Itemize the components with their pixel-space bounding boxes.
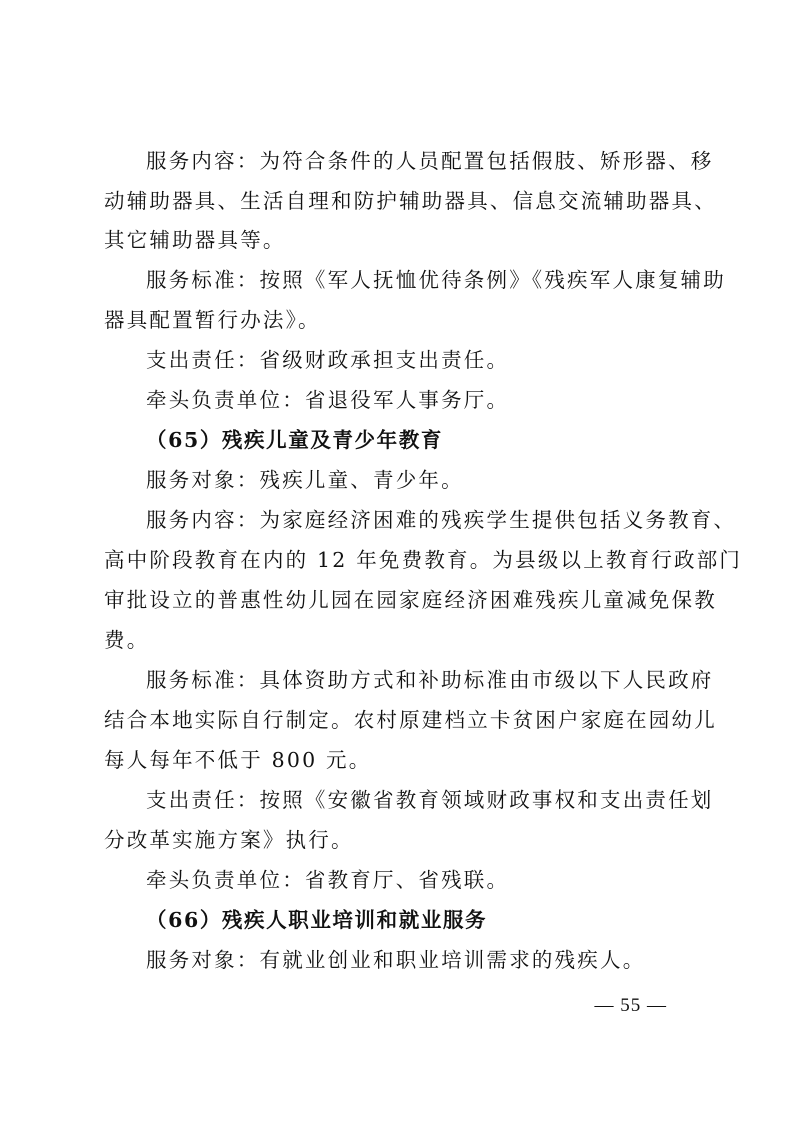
paragraph-line: 分改革实施方案》执行。: [104, 828, 354, 852]
paragraph-line: 服务内容：为家庭经济困难的残疾学生提供包括义务教育、: [146, 508, 737, 532]
paragraph-line: 支出责任：按照《安徽省教育领域财政事权和支出责任划: [146, 788, 714, 812]
paragraph-line: 每人每年不低于 800 元。: [104, 748, 372, 772]
paragraph-line: 服务标准：具体资助方式和补助标准由市级以下人民政府: [146, 668, 714, 692]
paragraph-line: 高中阶段教育在内的 12 年免费教育。为县级以上教育行政部门: [104, 548, 743, 572]
paragraph-line: 服务对象：残疾儿童、青少年。: [146, 468, 464, 492]
page-number: — 55 —: [594, 995, 667, 1016]
paragraph-line: 动辅助器具、生活自理和防护辅助器具、信息交流辅助器具、: [104, 189, 717, 213]
paragraph-line: 支出责任：省级财政承担支出责任。: [146, 348, 510, 372]
section-heading: （65）残疾儿童及青少年教育: [146, 428, 443, 452]
paragraph-line: 结合本地实际自行制定。农村原建档立卡贫困户家庭在园幼儿: [104, 708, 717, 732]
paragraph-line: 牵头负责单位：省教育厅、省残联。: [146, 868, 510, 892]
paragraph-line: 费。: [104, 628, 150, 652]
paragraph-line: 服务标准：按照《军人抚恤优待条例》《残疾军人康复辅助: [146, 268, 726, 292]
paragraph-line: 服务内容：为符合条件的人员配置包括假肢、矫形器、移: [146, 149, 714, 173]
paragraph-line: 审批设立的普惠性幼儿园在园家庭经济困难残疾儿童减免保教: [104, 588, 717, 612]
paragraph-line: 服务对象：有就业创业和职业培训需求的残疾人。: [146, 948, 646, 972]
paragraph-line: 牵头负责单位：省退役军人事务厅。: [146, 388, 510, 412]
section-heading: （66）残疾人职业培训和就业服务: [146, 908, 488, 932]
paragraph-line: 器具配置暂行办法》。: [104, 308, 321, 332]
paragraph-line: 其它辅助器具等。: [104, 228, 286, 252]
